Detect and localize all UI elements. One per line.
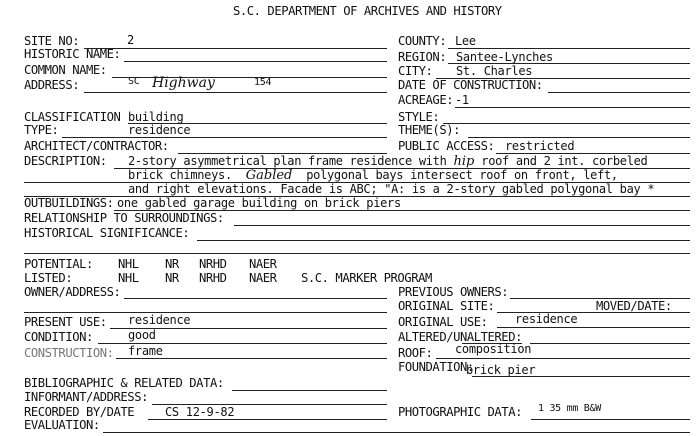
listed-nrhd: NRHD (199, 271, 227, 285)
acreage-label: ACREAGE: (398, 93, 454, 107)
address-label: ADDRESS: (24, 78, 80, 92)
present-use-value: residence (128, 313, 191, 327)
region-label: REGION: (398, 50, 447, 64)
original-use-label: ORIGINAL USE: (398, 315, 488, 329)
roof-line (436, 358, 690, 359)
listed-nr: NR (165, 271, 179, 285)
moved-date-label: MOVED/DATE: (596, 299, 672, 313)
roof-value: composition (455, 342, 532, 356)
site-no-line (84, 48, 387, 49)
potential-nr: NR (165, 257, 179, 271)
classification-label: CLASSIFICATION (24, 110, 121, 124)
recorded-by-value: CS 12-9-82 (165, 405, 235, 419)
address-line (84, 92, 387, 93)
present-use-label: PRESENT USE: (24, 315, 107, 329)
historical-significance-label: HISTORICAL SIGNIFICANCE: (24, 226, 190, 240)
photographic-data-value: 1 35 mm B&W (538, 403, 601, 414)
potential-naer: NAER (249, 257, 277, 271)
evaluation-label: EVALUATION: (24, 418, 100, 432)
address-highway-value: Highway (152, 75, 215, 91)
foundation-value: brick pier (466, 363, 536, 377)
description-line2: brick chimneys. Gabled polygonal bays intersect roof on front, left, (128, 168, 618, 183)
address-number-value: 154 (254, 77, 272, 88)
foundation-line (472, 376, 690, 377)
potential-nhl: NHL (118, 257, 139, 271)
common-name-label: COMMON NAME: (24, 63, 107, 77)
style-line (443, 123, 690, 124)
bibliographic-line (232, 390, 387, 391)
outbuildings-label: OUTBUILDINGS: (24, 196, 114, 210)
type-label: TYPE: (24, 123, 59, 137)
informant-label: INFORMANT/ADDRESS: (24, 390, 148, 404)
evaluation-line (103, 432, 690, 433)
public-access-label: PUBLIC ACCESS: (398, 139, 495, 153)
county-value: Lee (455, 34, 476, 48)
owner-address-line-2 (24, 312, 387, 313)
owner-address-label: OWNER/ADDRESS: (24, 285, 121, 299)
themes-label: THEME(S): (398, 123, 460, 137)
acreage-line (455, 107, 690, 108)
date-of-construction-label: DATE OF CONSTRUCTION: (398, 78, 543, 92)
relationship-line (234, 225, 690, 226)
page-title: S.C. DEPARTMENT OF ARCHIVES AND HISTORY (233, 4, 502, 18)
owner-address-line (124, 298, 387, 299)
condition-value: good (128, 328, 156, 342)
date-of-construction-line (548, 92, 690, 93)
potential-label: POTENTIAL: (24, 257, 93, 271)
listed-nhl: NHL (118, 271, 139, 285)
listed-label: LISTED: (24, 271, 73, 285)
acreage-value: -1 (455, 93, 469, 107)
historic-name-label: HISTORIC NAME: (24, 47, 121, 61)
recorded-by-line (148, 419, 387, 420)
description-line1: 2-story asymmetrical plan frame residence with hip roof and 2 int. corbeled (128, 154, 648, 169)
construction-value: frame (128, 344, 163, 358)
architect-label: ARCHITECT/CONTRACTOR: (24, 139, 169, 153)
photographic-data-label: PHOTOGRAPHIC DATA: (398, 405, 522, 419)
previous-owners-label: PREVIOUS OWNERS: (398, 285, 509, 299)
type-line (62, 137, 387, 138)
themes-line (468, 137, 690, 138)
description-line3: and right elevations. Facade is ABC; "A: is a 2-story gabled polygonal bay * (128, 182, 655, 196)
listed-naer: NAER (249, 271, 277, 285)
original-use-value: residence (515, 312, 578, 326)
site-no-value: 2 (127, 33, 134, 47)
address-sc-value: SC (128, 76, 140, 87)
condition-label: CONDITION: (24, 330, 93, 344)
relationship-label: RELATIONSHIP TO SURROUNDINGS: (24, 211, 224, 225)
county-line (448, 48, 690, 49)
region-value: Santee-Lynches (456, 50, 553, 64)
recorded-by-label: RECORDED BY/DATE (24, 405, 135, 419)
historic-name-line (124, 61, 387, 62)
site-no-label: SITE NO: (24, 34, 80, 48)
city-value: St. Charles (456, 64, 533, 78)
type-value: residence (128, 123, 191, 137)
city-label: CITY: (398, 64, 433, 78)
classification-value: building (128, 110, 184, 124)
altered-unaltered-label: ALTERED/UNALTERED: (398, 330, 522, 344)
historical-significance-line (197, 240, 690, 241)
description-label: DESCRIPTION: (24, 154, 107, 168)
style-label: STYLE: (398, 110, 440, 124)
photographic-data-line (531, 419, 690, 420)
construction-line (116, 358, 387, 359)
listed-sc-marker: S.C. MARKER PROGRAM (301, 271, 432, 285)
public-access-value: restricted (505, 139, 575, 153)
outbuildings-value: one gabled garage building on brick piers (117, 196, 401, 210)
original-use-line (497, 327, 690, 328)
potential-nrhd: NRHD (199, 257, 227, 271)
bibliographic-label: BIBLIOGRAPHIC & RELATED DATA: (24, 376, 224, 390)
foundation-label: FOUNDATION: (398, 360, 474, 374)
altered-line (530, 343, 690, 344)
original-site-label: ORIGINAL SITE: (398, 299, 495, 313)
construction-label: CONSTRUCTION: (24, 346, 114, 360)
roof-label: ROOF: (398, 346, 433, 360)
county-label: COUNTY: (398, 34, 447, 48)
public-access-line (496, 153, 690, 154)
section-divider (24, 253, 690, 254)
